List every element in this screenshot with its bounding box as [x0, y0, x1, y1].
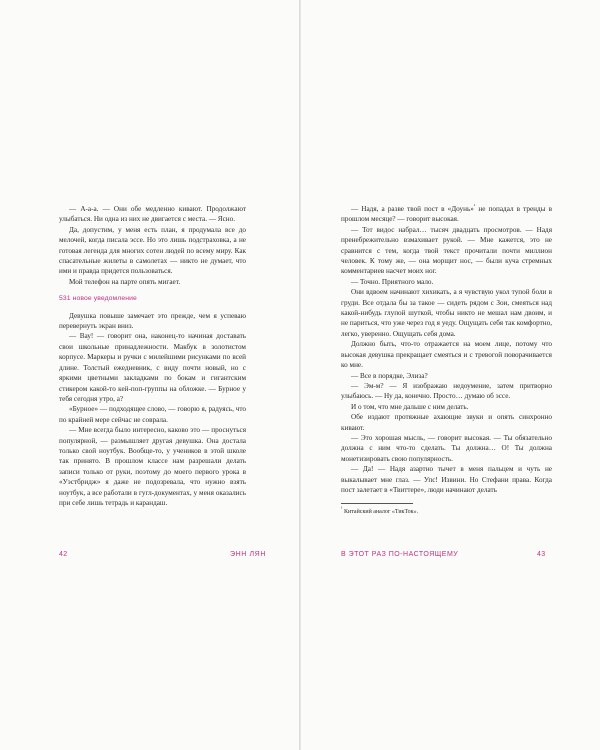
footnote-rule [341, 503, 413, 504]
paragraph: Должно быть, что-то отражается на моем лице, потому что высокая девушка прекращает смеяться и с тревогой поворачивается ко мне. [341, 340, 552, 370]
paragraph [341, 204, 552, 225]
paragraph: — Да! — Надя азартно тычет в меня пальцем и чуть не выкалывает мне глаз. — Упс! Извини. Но Стефани права. Когда пост залетает в «Твиттере», люди начинают делать [341, 465, 552, 494]
paragraph: — Все в порядке, Элиза? [351, 371, 428, 380]
page-number-left: 42 [59, 551, 68, 558]
paragraph: — Вау! — говорит она, наконец-то начиная доставать свои школьные принадлежности. Макбук в золотистом корпусе. Маркеры и ручки с милейшими рисунками по всей длине. Толстый ежедневник, с виду почти новый, но с яркими цветными закладками по бокам и гигантским стикером какой-то кей-поп-группы на обложке. — Бурное у тебя сегодня утро, а? [59, 332, 246, 403]
footnote-text: Китайский аналог «ТикТок». [344, 509, 419, 516]
paragraph: — Тот видос набрал… тысяч двадцать просмотров. — Надя пренебрежительно взмахивает рукой. — Мне кажется, это не сравнится с тем, когда твой текст прочитали почти миллион человек. К тому же, — она морщит нос, — были куча стремных комментариев насчет моих ног. [341, 225, 552, 276]
paragraph: Обе издают протяжные ахающие звуки и опять синхронно кивают. [341, 413, 552, 432]
paragraph: — Точно. Приятного мало. [351, 277, 434, 286]
running-head-title: В ЭТОТ РАЗ ПО-НАСТОЯЩЕМУ [341, 551, 459, 558]
footnote-marker: ¹ [341, 507, 343, 513]
paragraph: И о том, что мне дальше с ним делать. [351, 402, 469, 411]
paragraph: «Бурное» — подходящее слово, — говорю я, радуясь, что по крайней мере сейчас не соврала. [59, 405, 246, 424]
paragraph: Мой телефон на парте опять мигает. [69, 277, 181, 286]
paragraph: — Мне всегда было интересно, каково это — проснуться популярной, — размышляет другая девушка. Она достала только свой ноутбук. Вообще-то, у учеников в этой школе так принято. В прошлом классе нам разрешали делать записи только от руки, поэтому до моего первого урока в «Уэстбридж» я даже не подозревала, что нужно взять ноутбук, а все работали в гугл-документах, у меня оказались при себе лишь тетрадь и карандаш. [59, 426, 246, 507]
footnote [341, 508, 552, 516]
notification-heading: 531 новое уведомление [59, 295, 137, 303]
footnote-reference: ¹ [473, 204, 476, 210]
page-number-right: 43 [537, 551, 546, 558]
paragraph: Они вдвоем начинают хихикать, а я чувствую укол тупой боли в груди. Все отдала бы за такое — сидеть рядом с Зои, смеяться над какой-нибудь глупой шуткой, чтобы никто не мешал нам двоим, и не париться, что уже через год я уеду. Ощущать себя так комфортно, легко, уверенно. Ощущать себя дома. [341, 288, 552, 338]
running-head-author: ЭНН ЛЯН [230, 551, 266, 558]
paragraph: — Эм-м? — Я изображаю недоумение, затем притворно улыбаюсь. — Ну да, конечно. Просто… думаю об эссе. [341, 381, 552, 401]
paragraph: — А-а-а. — Они обе медленно кивают. Продолжают улыбаться. Ни одна из них не двигается с места. — Ясно. [59, 205, 246, 224]
paragraph-text: — Надя, а разве твой пост в «Доунь»$^{^1}$ не попадал в тренды в прошлом месяце? — говорит высокая. [341, 204, 552, 224]
paragraph: Девушка повыше замечает это прежде, чем я успеваю перевернуть экран вниз. [59, 311, 246, 331]
right-page-text [341, 204, 552, 516]
left-page-text [59, 204, 246, 508]
paragraph: Да, допустим, у меня есть план, я продумала все до мелочей, когда писала эссе. Но это лишь подстраховка, а не готовая легенда для многих сотен людей по всему миру. Как спасательные жилеты в самолетах — никто не думает, что ими и правда придется пользоваться. [59, 225, 246, 276]
paragraph: — Это хорошая мысль, — говорит высокая. — Ты обязательно должна с ним что-то сделать. Ты должна… О! Ты должна монетизировать свою популярность. [341, 433, 552, 463]
